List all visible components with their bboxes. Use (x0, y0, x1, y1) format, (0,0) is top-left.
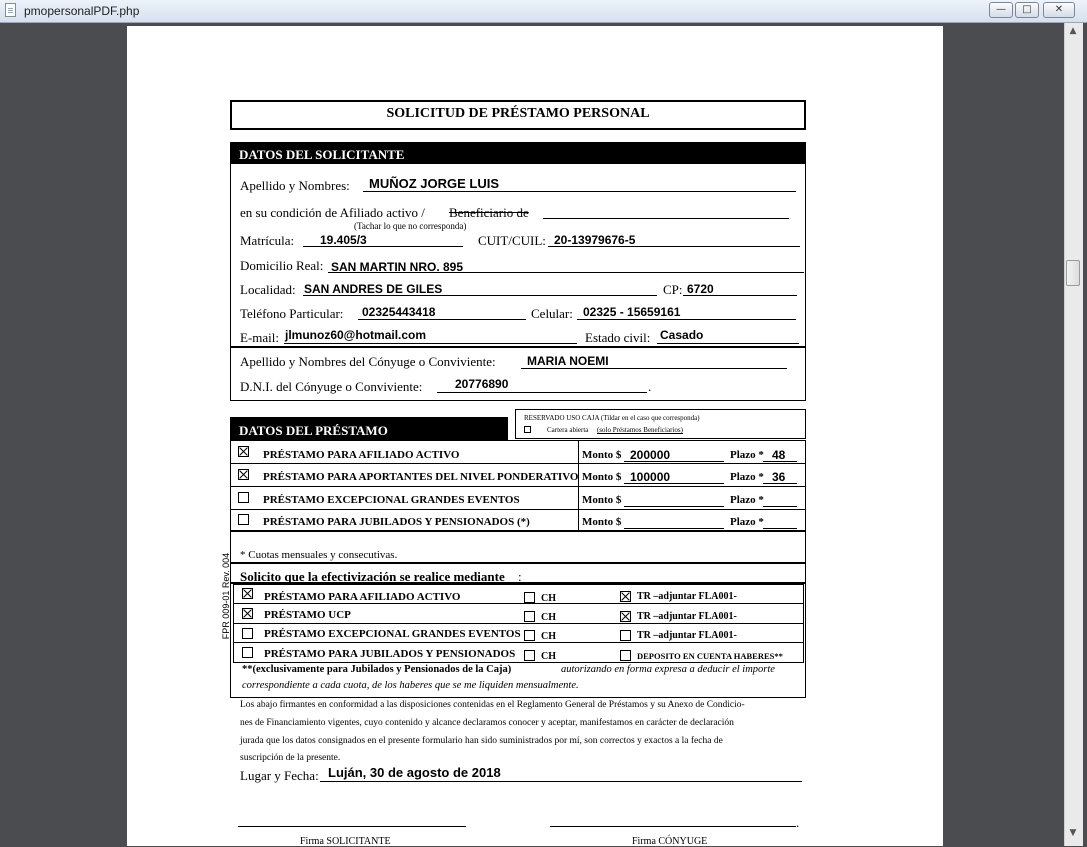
maximize-button[interactable]: □ (1015, 2, 1039, 18)
tr-label: TR –adjuntar FLA001- (637, 630, 737, 641)
plazo-value: 36 (772, 470, 786, 484)
matricula-value: 19.405/3 (320, 233, 367, 247)
form-code: FPR 009-01 Rev. 004 (221, 552, 232, 640)
efect-ucp-checkbox[interactable] (242, 608, 253, 619)
deposito-label: DEPOSITO EN CUENTA HABERES** (637, 651, 783, 661)
prestamo-header: DATOS DEL PRÉSTAMO (230, 417, 508, 440)
legal-line: nes de Financiamiento vigentes, cuyo contenido y alcance declaramos conocer y aceptar, manifestamos en carácter de declaración (240, 718, 734, 728)
domicilio-label: Domicilio Real: (240, 258, 324, 273)
prestamo-row-label: PRÉSTAMO EXCEPCIONAL GRANDES EVENTOS (263, 494, 520, 506)
plazo-label: Plazo * (730, 471, 764, 483)
scroll-thumb[interactable] (1066, 260, 1080, 286)
deposito-checkbox[interactable] (620, 650, 631, 661)
tr-checkbox[interactable] (620, 611, 631, 622)
conyuge-nombre-label: Apellido y Nombres del Cónyuge o Conviviente: (240, 354, 496, 369)
tr-checkbox[interactable] (620, 630, 631, 641)
window-title: pmopersonalPDF.php (24, 4, 140, 18)
ch-label: CH (541, 631, 556, 642)
cartera-abierta-label: Cartera abierta (547, 426, 589, 434)
ch-checkbox[interactable] (524, 630, 535, 641)
plazo-label: Plazo * (730, 494, 764, 506)
monto-value: 100000 (630, 470, 671, 484)
cuotas-note: * Cuotas mensuales y consecutivas. (240, 549, 398, 561)
exclusivo-line2: correspondiente a cada cuota, de los haberes que se me liquiden mensualmente. (242, 680, 579, 691)
jubilados-checkbox[interactable] (238, 514, 249, 525)
efect-afiliado-checkbox[interactable] (242, 588, 253, 599)
ch-checkbox[interactable] (524, 650, 535, 661)
pdf-page: FPR 009-01 Rev. 004 SOLICITUD DE PRÉSTAMO PERSONAL DATOS DEL SOLICITANTE Apellido y Nombres: MUÑOZ JORGE LUIS en su condición de Afiliado activo / Beneficiario de (Tachar lo que no corresponda) Matrícula: 19.405/3 CUIT/CUIL: 20-13979676-5 Domicilio Real: SAN MARTIN NRO. 895 Localidad: SAN ANDRES DE GILES CP: 6720 Teléfono Particular: 02325443418 Celular: 02325 - 15659161 E-mail: jlmunoz60@hotmail.com Estado civil: Casado Apellido y Nombres del Cónyuge o Conviviente: MARIA NOEMI D.N.I. del Cónyuge o Conviviente: . 20776890 DATOS DEL PRÉSTAMO RESERVADO USO CAJA (Tildar en el caso que corresponda) Cartera abierta (solo Préstamos Beneficiarios) PRÉSTAMO PARA AFILIADO ACTIVO Monto $ 200000 Plazo * 48 PRÉSTAMO PARA APORTANTES DEL NIVEL PONDERATIVO Monto $ 100000 Plazo * 36 PRÉSTAMO EXCEPCIONAL GRANDES EVENTOS Monto $ Plazo * PRÉSTAMO PARA JUBILADOS Y PENSIONADOS (*) Monto $ Plazo * * Cuotas mensuales y consecutivas. Solicito que la efectivización se realice mediante : PRÉSTAMO PARA AFILIADO ACTIVO CH TR –adjuntar FLA001- PRÉSTAMO UCP CH TR –adjuntar FLA001- PRÉSTAMO EXCEPCIONAL GRANDES EVENTOS CH TR –adjuntar FLA001- PRÉSTAMO PARA JUBILADOS Y PENSIONADOS CH DEPOSITO EN CUENTA HABERES** **(exclusivamente para Jubilados y Pensionados de la Caja) autorizando en forma expresa a deducir el importe correspondiente a cada cuota, de los haberes que se me liquiden mensualmente. Los abajo firmantes en conformidad a las disposiciones contenidas en el Reglamento General de Préstamos y su Anexo de Condicio- nes de Financiamiento vigentes, cuyo contenido y alcance declaramos conocer y aceptar, manifestamos en carácter de declaración jurada que los datos consignados en el presente formulario han sido suministrados por mí, son correctos y exactos a la fecha de suscripción de la presente. Lugar y Fecha: Luján, 30 de agosto de 2018 . Firma SOLICITANTE Firma CÓNYUGE (127, 26, 943, 846)
firma-solicitante-label: Firma SOLICITANTE (300, 836, 391, 847)
cuit-value: 20-13979676-5 (554, 233, 636, 247)
efect-row-label: PRÉSTAMO PARA JUBILADOS Y PENSIONADOS (264, 648, 516, 660)
matricula-label: Matrícula: (240, 233, 295, 248)
scroll-down-arrow-icon[interactable]: ▼ (1069, 828, 1077, 838)
celular-label: Celular: (531, 306, 573, 321)
conyuge-dni-value: 20776890 (455, 377, 509, 391)
form-title: SOLICITUD DE PRÉSTAMO PERSONAL (386, 106, 650, 121)
ch-checkbox[interactable] (524, 592, 535, 603)
solicitante-header: DATOS DEL SOLICITANTE (230, 142, 806, 164)
telefono-label: Teléfono Particular: (240, 306, 344, 321)
cartera-abierta-checkbox[interactable] (524, 426, 531, 433)
plazo-label: Plazo * (730, 516, 764, 528)
plazo-label: Plazo * (730, 449, 764, 461)
tr-checkbox[interactable] (620, 591, 631, 602)
minimize-button[interactable]: — (989, 2, 1013, 18)
vertical-scrollbar[interactable] (1064, 23, 1083, 846)
firma-conyuge-label: Firma CÓNYUGE (632, 836, 708, 847)
scroll-up-arrow-icon[interactable]: ▲ (1069, 26, 1077, 36)
monto-label: Monto $ (582, 449, 622, 461)
close-button[interactable]: ✕ (1043, 2, 1075, 18)
ch-label: CH (541, 612, 556, 623)
condicion-label: en su condición de Afiliado activo / (240, 205, 425, 220)
prestamo-row-label: PRÉSTAMO PARA JUBILADOS Y PENSIONADOS (*) (263, 516, 530, 528)
estado-civil-value: Casado (660, 328, 704, 342)
email-value: jlmunoz60@hotmail.com (285, 328, 427, 342)
estado-civil-label: Estado civil: (585, 330, 651, 345)
exclusivo-italic: autorizando en forma expresa a deducir el importe (561, 664, 775, 675)
efect-row-label: PRÉSTAMO UCP (264, 609, 351, 621)
cp-label: CP: (663, 282, 683, 297)
prestamo-row-label: PRÉSTAMO PARA APORTANTES DEL NIVEL PONDERATIVO (263, 471, 579, 483)
localidad-label: Localidad: (240, 282, 296, 297)
document-icon (5, 3, 16, 17)
window-titlebar (0, 0, 1087, 23)
legal-line: suscripción de la presente. (240, 753, 341, 763)
lugar-fecha-value: Luján, 30 de agosto de 2018 (328, 765, 501, 780)
tr-label: TR –adjuntar FLA001- (637, 591, 737, 602)
apellido-value: MUÑOZ JORGE LUIS (369, 176, 500, 191)
cuit-label: CUIT/CUIL: (478, 233, 546, 248)
ch-checkbox[interactable] (524, 611, 535, 622)
efect-row-label: PRÉSTAMO PARA AFILIADO ACTIVO (264, 591, 461, 603)
monto-label: Monto $ (582, 516, 622, 528)
monto-label: Monto $ (582, 471, 622, 483)
prestamo-row-label: PRÉSTAMO PARA AFILIADO ACTIVO (263, 449, 460, 461)
cartera-abierta-link: (solo Préstamos Beneficiarios) (597, 426, 683, 434)
efect-row-label: PRÉSTAMO EXCEPCIONAL GRANDES EVENTOS (264, 628, 521, 640)
email-label: E-mail: (240, 330, 279, 345)
conyuge-nombre-value: MARIA NOEMI (527, 354, 609, 368)
grandes-eventos-checkbox[interactable] (238, 492, 249, 503)
nivel-ponderativo-checkbox[interactable] (238, 469, 249, 480)
afiliado-activo-checkbox[interactable] (238, 446, 249, 457)
monto-value: 200000 (630, 448, 671, 462)
cp-value: 6720 (687, 282, 714, 296)
beneficiario-label: Beneficiario de (449, 205, 529, 220)
exclusivo-bold: **(exclusivamente para Jubilados y Pensionados de la Caja) (242, 664, 512, 675)
localidad-value: SAN ANDRES DE GILES (304, 282, 443, 296)
lugar-fecha-label: Lugar y Fecha: (240, 768, 319, 783)
ch-label: CH (541, 593, 556, 604)
ch-label: CH (541, 651, 556, 662)
monto-label: Monto $ (582, 494, 622, 506)
tr-label: TR –adjuntar FLA001- (637, 611, 737, 622)
solicito-label: Solicito que la efectivización se realice mediante (240, 569, 505, 584)
plazo-value: 48 (772, 448, 786, 462)
apellido-label: Apellido y Nombres: (240, 178, 350, 193)
domicilio-value: SAN MARTIN NRO. 895 (331, 260, 464, 274)
legal-line: jurada que los datos consignados en el presente formulario han sido suministrados por mí, son correctos y exactos a la fecha de (240, 736, 723, 746)
telefono-value: 02325443418 (362, 305, 436, 319)
celular-value: 02325 - 15659161 (583, 305, 681, 319)
tachar-note: (Tachar lo que no corresponda) (354, 221, 467, 231)
legal-line: Los abajo firmantes en conformidad a las disposiciones contenidas en el Reglamento General de Préstamos y su Anexo de Condicio- (240, 700, 745, 710)
efect-grandes-eventos-checkbox[interactable] (242, 628, 253, 639)
reservado-label: RESERVADO USO CAJA (Tildar en el caso que corresponda) (524, 414, 700, 422)
conyuge-dni-label: D.N.I. del Cónyuge o Conviviente: (240, 379, 423, 394)
efect-jubilados-checkbox[interactable] (242, 647, 253, 658)
